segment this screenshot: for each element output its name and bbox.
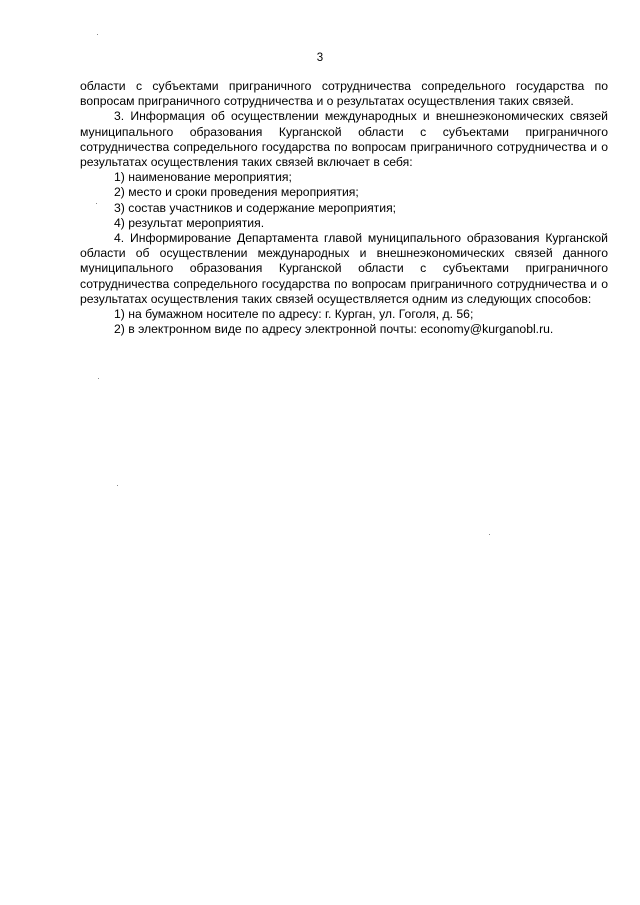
paragraph-4: 4. Информирование Департамента главой муниципального образования Курганской области об осуществлении международных и внешнеэкономических связей данного муниципального образования Курганской области с субъектами приграничного сотрудничества сопредельного государства по вопросам приграничного сотрудничества и о результатах осуществления таких связей осуществляется одним из следующих способов: [80, 231, 608, 306]
page-number: 3 [316, 52, 324, 64]
list-item-3-3: 3) состав участников и содержание мероприятия; [114, 200, 397, 215]
document-body [80, 79, 608, 337]
list-item-4-1: 1) на бумажном носителе по адресу: г. Курган, ул. Гоголя, д. 56; [114, 307, 474, 322]
scan-speck [97, 34, 98, 35]
paragraph-3: 3. Информация об осуществлении международных и внешнеэкономических связей муниципального образования Курганской области с субъектами приграничного сотрудничества сопредельного государства по вопросам приграничного сотрудничества и о результатах осуществления таких связей включает в себя: [80, 109, 608, 170]
paragraph-continuation: области с субъектами приграничного сотрудничества сопредельного государства по вопросам приграничного сотрудничества и о результатах осуществления таких связей. [80, 79, 608, 109]
scan-speck [96, 203, 97, 204]
list-item-3-2: 2) место и сроки проведения мероприятия; [114, 185, 359, 200]
scan-speck [98, 378, 99, 379]
list-item-3-1: 1) наименование мероприятия; [114, 170, 292, 185]
scan-speck [117, 485, 118, 486]
list-item-3-4: 4) результат мероприятия. [114, 215, 265, 230]
scan-speck [489, 534, 490, 535]
list-item-4-2: 2) в электронном виде по адресу электронной почты: economy@kurganobl.ru. [114, 322, 554, 337]
